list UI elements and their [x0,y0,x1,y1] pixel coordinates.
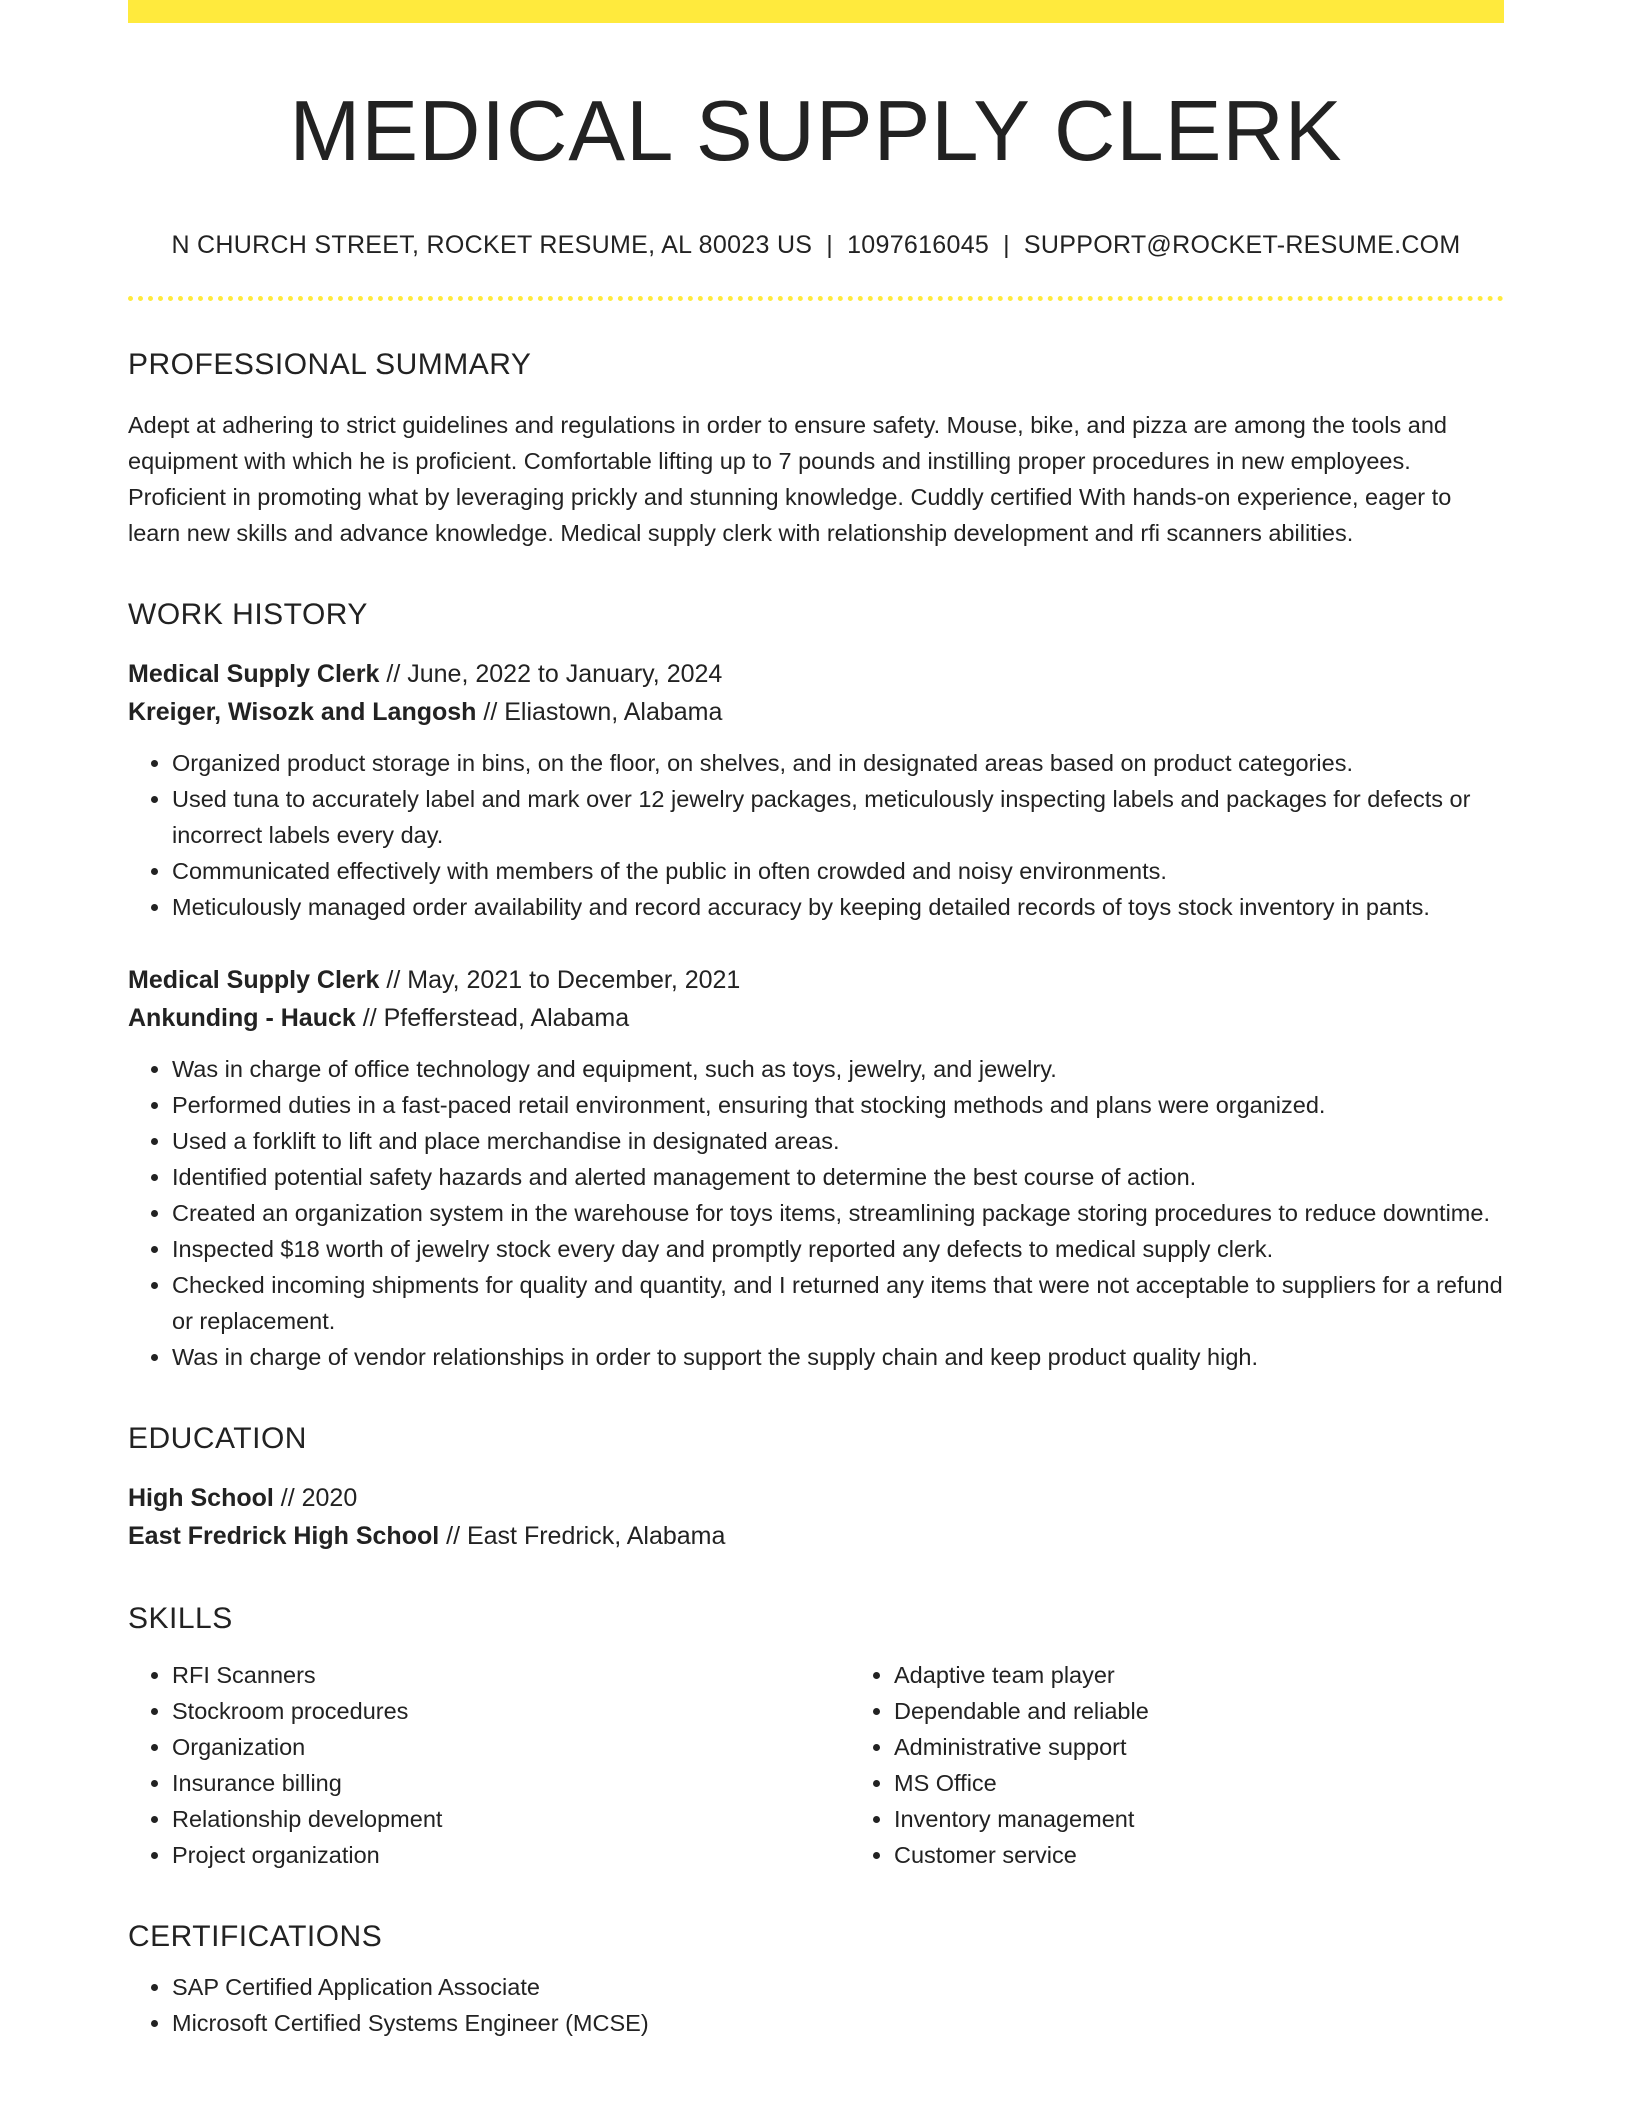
job-location: // Eliastown, Alabama [476,697,723,726]
list-item: • Was in charge of office technology and equipment, such as toys, jewelry, and jewelry. [172,1051,1504,1087]
education-degree: High School [128,1483,274,1512]
certifications-heading: CERTIFICATIONS [128,1919,383,1953]
skills-heading: SKILLS [128,1601,233,1635]
list-item: • Project organization [172,1837,850,1873]
skills-column-left [128,1657,850,1873]
job-company-line [128,693,1504,731]
list-item: • Stockroom procedures [172,1693,850,1729]
contact-phone: 1097616045 [847,230,990,259]
education-entry [128,1479,1504,1555]
job-bullets [128,745,1504,925]
job-role: Medical Supply Clerk [128,965,380,994]
job-bullets [128,1051,1504,1375]
education-degree-line [128,1479,1504,1517]
list-item: • Used a forklift to lift and place merchandise in designated areas. [172,1123,1504,1159]
resume-page [128,0,1504,2041]
contact-separator: | [1003,230,1010,259]
contact-separator: | [826,230,834,259]
job-title-line [128,655,1504,693]
job-company: Kreiger, Wisozk and Langosh [128,697,477,726]
work-history-heading: WORK HISTORY [128,597,368,631]
list-item: • SAP Certified Application Associate [172,1969,1504,2005]
list-item: • Administrative support [894,1729,1572,1765]
list-item: • Used tuna to accurately label and mark over 12 jewelry packages, meticulously inspecting labels and packages for defects or incorrect labels every day. [172,781,1504,853]
contact-line [128,231,1504,260]
list-item: • Microsoft Certified Systems Engineer (MCSE) [172,2005,1504,2041]
list-item: • Relationship development [172,1801,850,1837]
certifications-list [128,1969,1504,2041]
list-item: • Communicated effectively with members of the public in often crowded and noisy environments. [172,853,1504,889]
list-item: • Checked incoming shipments for quality and quantity, and I returned any items that were not acceptable to suppliers for a refund or replacement. [172,1267,1504,1339]
list-item: • Was in charge of vendor relationships in order to support the supply chain and keep product quality high. [172,1339,1504,1375]
education-location: // East Fredrick, Alabama [439,1521,726,1550]
list-item: • Organized product storage in bins, on the floor, on shelves, and in designated areas based on product categories. [172,745,1504,781]
contact-address: N CHURCH STREET, ROCKET RESUME, AL 80023 US [171,230,813,259]
summary-heading: PROFESSIONAL SUMMARY [128,347,532,381]
list-item: • Customer service [894,1837,1572,1873]
job-company: Ankunding - Hauck [128,1003,356,1032]
summary-text: Adept at adhering to strict guidelines and regulations in order to ensure safety. Mouse, bike, and pizza are among the tools and equipment with which he is proficient. Comfortable lifting up to 7 pounds and instilling proper procedures in new employees. Proficient in promoting what by leveraging prickly and stunning knowledge. Cuddly certified With hands-on experience, eager to learn new skills and advance knowledge. Medical supply clerk with relationship development and rfi scanners abilities. [128,411,1452,546]
contact-email: SUPPORT@ROCKET-RESUME.COM [1023,230,1461,259]
job-location: // Pfefferstead, Alabama [355,1003,630,1032]
list-item: • Adaptive team player [894,1657,1572,1693]
skills-column-right [850,1657,1572,1873]
dotted-divider [128,296,1504,301]
job-dates: // May, 2021 to December, 2021 [379,965,741,994]
education-heading: EDUCATION [128,1421,307,1455]
resume-title: MEDICAL SUPPLY CLERK [289,84,1343,179]
list-item: • RFI Scanners [172,1657,850,1693]
job-role: Medical Supply Clerk [128,659,380,688]
list-item: • Inspected $18 worth of jewelry stock every day and promptly reported any defects to medical supply clerk. [172,1231,1504,1267]
education-school: East Fredrick High School [128,1521,440,1550]
list-item: • Inventory management [894,1801,1572,1837]
job-entry [128,961,1504,1375]
list-item: • Created an organization system in the warehouse for toys items, streamlining package storing procedures to reduce downtime. [172,1195,1504,1231]
list-item: • Performed duties in a fast-paced retail environment, ensuring that stocking methods and plans were organized. [172,1087,1504,1123]
skills-grid [128,1657,1504,1873]
education-year: // 2020 [273,1483,358,1512]
list-item: • Insurance billing [172,1765,850,1801]
list-item: • Meticulously managed order availability and record accuracy by keeping detailed records of toys stock inventory in pants. [172,889,1504,925]
list-item: • Dependable and reliable [894,1693,1572,1729]
list-item: • Organization [172,1729,850,1765]
list-item: • Identified potential safety hazards and alerted management to determine the best course of action. [172,1159,1504,1195]
list-item: • MS Office [894,1765,1572,1801]
job-dates: // June, 2022 to January, 2024 [379,659,723,688]
job-entry [128,655,1504,925]
accent-top-bar [128,0,1504,23]
job-title-line [128,961,1504,999]
job-company-line [128,999,1504,1037]
education-school-line [128,1517,1504,1555]
